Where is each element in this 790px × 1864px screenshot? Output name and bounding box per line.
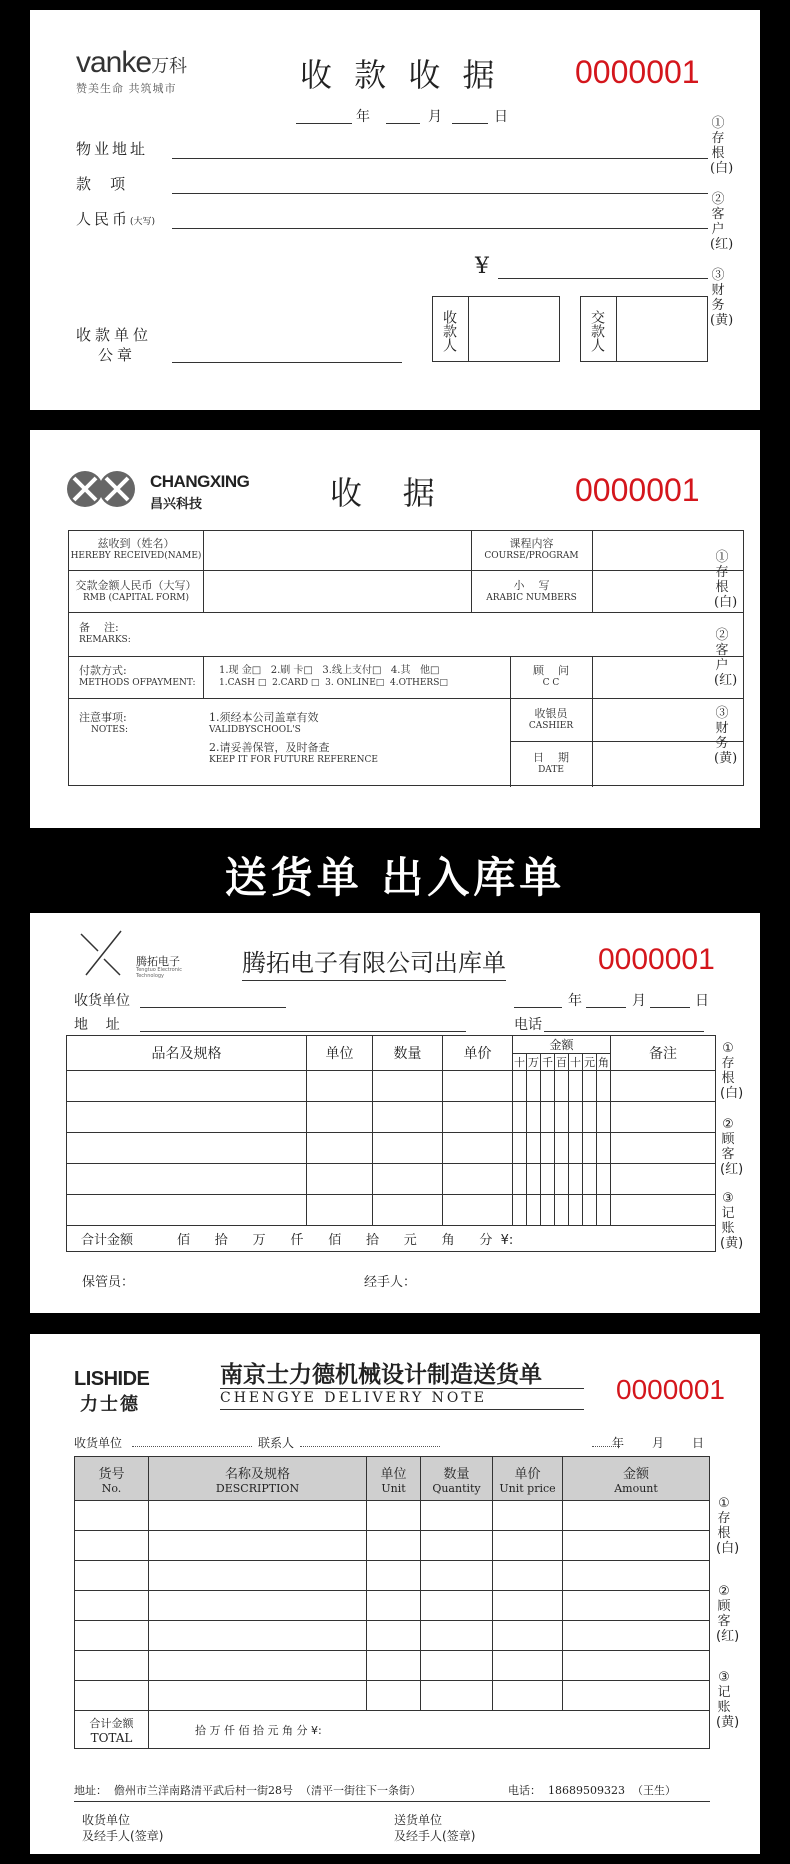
digit-header: 千 <box>541 1054 555 1071</box>
date-year: 年 <box>612 1436 625 1450</box>
total-label: 合计金额 <box>81 1233 134 1248</box>
table-row[interactable] <box>67 1071 716 1102</box>
table-header <box>75 1457 710 1501</box>
slip-number: 0000001 <box>598 943 715 976</box>
lishide-logo-en: LISHIDE <box>74 1368 150 1390</box>
section-banner: 送货单 出入库单 <box>224 853 566 902</box>
receiver-label-2-text: 及经手人 <box>82 1829 131 1843</box>
address-label: 地 址 <box>74 1017 120 1033</box>
phone-label: 电话 <box>514 1017 542 1033</box>
copy-label-1: ①存根(白) <box>710 116 734 176</box>
table-row[interactable] <box>67 1102 716 1133</box>
header-qty-en: Quantity <box>432 1481 481 1495</box>
header-amount: 金额 <box>513 1036 611 1054</box>
copy-label-3: ③财务(黄) <box>710 268 734 328</box>
total-en: TOTAL <box>90 1730 133 1745</box>
digit-header: 万 <box>527 1054 541 1071</box>
receipt-number: 0000001 <box>575 54 700 90</box>
payee-field[interactable] <box>172 362 402 363</box>
receipt-vanke <box>30 10 760 410</box>
amount-label <box>69 579 203 605</box>
vanke-slogan: 赞美生命 共筑城市 <box>76 82 177 95</box>
receipt-number: 0000001 <box>575 472 700 508</box>
date-year-line <box>296 123 352 124</box>
header-unit <box>367 1457 421 1501</box>
date-day: 日 <box>692 1436 705 1450</box>
digit-header: 元 <box>583 1054 597 1071</box>
tengtuo-logo-en: Tengtuo Electronic Technology <box>136 967 183 979</box>
cashier-en: CASHIER <box>528 721 574 731</box>
date-month-line <box>586 1007 626 1008</box>
digit-header: 十 <box>513 1054 527 1071</box>
sender-label <box>394 1812 475 1844</box>
contact-label: 联系人 <box>258 1436 295 1450</box>
page-title: 收 据 <box>330 474 435 512</box>
date-en: DATE <box>538 765 564 775</box>
page-title: 腾拓电子有限公司出库单 <box>242 943 506 981</box>
tengtuo-logo-cn: 腾拓电子 <box>136 955 180 968</box>
vanke-logo-brand: vanke <box>76 46 152 79</box>
items-table <box>74 1456 710 1749</box>
consignee-label: 收货单位 <box>74 993 130 1009</box>
header-desc <box>149 1457 367 1501</box>
notes-label <box>79 711 128 737</box>
handler-label: 经手人： <box>364 1275 417 1290</box>
cashier-cn: 收银员 <box>534 707 568 720</box>
yen-amount-field[interactable] <box>498 278 708 279</box>
notes-en: NOTES: <box>91 725 129 735</box>
row-divider <box>69 570 743 571</box>
row-divider <box>69 612 743 613</box>
copy-label-1: ①存根(白) <box>716 1496 740 1556</box>
page-title: 南京士力德机械设计制造送货单 <box>220 1361 542 1388</box>
row-divider <box>69 656 743 657</box>
header-amount-en: Amount <box>614 1481 658 1495</box>
notes-cn: 注意事项: <box>79 711 127 724</box>
date-month: 月 <box>652 1436 665 1450</box>
table-row[interactable] <box>75 1561 710 1591</box>
total-cell <box>67 1226 716 1252</box>
address-text: 地址： 儋州市兰洋南路清平武后村一街28号 （清平一街往下一条街） <box>74 1784 421 1797</box>
method-label <box>79 664 196 690</box>
rmb-note: (大写) <box>130 217 156 227</box>
vanke-logo <box>76 46 226 96</box>
sender-label-2 <box>394 1828 475 1844</box>
table-header <box>67 1036 716 1054</box>
table-row[interactable] <box>75 1621 710 1651</box>
property-address-label: 物业地址 <box>76 140 149 158</box>
table-row[interactable] <box>67 1133 716 1164</box>
col-divider <box>203 656 204 698</box>
copy-label-2: ②客户(红) <box>714 628 738 688</box>
copy-label-2: ②顾客(红) <box>716 1584 740 1644</box>
arabic-cn: 小 写 <box>513 579 550 592</box>
table-row[interactable] <box>67 1164 716 1195</box>
date-year-line <box>514 1007 562 1008</box>
address-line <box>74 1782 710 1802</box>
phone-field[interactable] <box>544 1031 704 1032</box>
remarks-en: REMARKS: <box>79 635 131 645</box>
contact-field[interactable] <box>300 1446 440 1447</box>
arabic-en: ARABIC NUMBERS <box>486 593 577 603</box>
header-name: 品名及规格 <box>67 1036 307 1071</box>
header-remarks: 备注 <box>611 1036 716 1071</box>
header-desc-en: DESCRIPTION <box>215 1481 300 1495</box>
copy-label-2: ②顾客(红) <box>720 1117 744 1177</box>
sender-label-1: 送货单位 <box>394 1813 443 1827</box>
header-price-en: Unit price <box>499 1481 556 1495</box>
date-label <box>510 751 592 777</box>
advisor-en: C C <box>542 678 560 688</box>
arabic-label <box>471 579 592 605</box>
changxing-logo-icon <box>66 470 136 508</box>
methods-cn: 1.现 金□ 2.刷 卡□ 3.线上支付□ 4.其 他□ <box>219 665 440 676</box>
payee-label: 收款单位 <box>76 326 153 344</box>
total-label <box>75 1711 149 1749</box>
row-divider <box>510 741 743 742</box>
row-divider <box>69 698 743 699</box>
payer-label: 交款人 <box>581 297 617 361</box>
header-qty: 数量 <box>373 1036 443 1071</box>
lishide-logo-cn: 力士德 <box>80 1394 140 1415</box>
date-month: 月 <box>428 109 442 125</box>
methods-en: 1.CASH □ 2.CARD □ 3. ONLINE□ 4.OTHERS□ <box>219 678 448 688</box>
header-no-en: No. <box>101 1481 122 1495</box>
slip-lishide <box>30 1334 760 1854</box>
date-day: 日 <box>695 993 709 1009</box>
vanke-logo-cn: 万科 <box>151 56 188 77</box>
header-desc-cn: 名称及规格 <box>224 1466 290 1482</box>
notes-content <box>209 711 378 767</box>
date-year: 年 <box>568 993 582 1009</box>
seal-label: 公章 <box>98 346 137 364</box>
yen-symbol: ¥ <box>475 254 489 279</box>
date-year: 年 <box>356 109 370 125</box>
receipt-changxing <box>30 430 760 828</box>
copy-label-3: ③财务(黄) <box>714 706 738 766</box>
item-field[interactable] <box>172 193 708 194</box>
rmb-label <box>76 208 155 229</box>
payer-box[interactable] <box>580 296 708 362</box>
receiver-sign: (签章) <box>130 1829 164 1843</box>
amount-cn: 交款金额人民币（大写） <box>75 579 197 592</box>
table-row[interactable] <box>67 1195 716 1226</box>
note1-en: VALIDBYSCHOOL'S <box>209 725 301 735</box>
course-label <box>471 537 592 563</box>
digit-header: 百 <box>555 1054 569 1071</box>
page-title: 收 款 收 据 <box>300 56 501 94</box>
receiver-label-2 <box>82 1828 163 1844</box>
advisor-cn: 顾 问 <box>533 664 569 677</box>
col-divider <box>592 656 593 787</box>
collector-box[interactable] <box>432 296 560 362</box>
receiver-label-1: 收货单位 <box>82 1813 131 1827</box>
payment-options[interactable] <box>219 664 448 690</box>
total-row <box>75 1711 710 1749</box>
note1-cn: 1.须经本公司盖章有效 <box>209 711 319 724</box>
keeper-label: 保管员： <box>82 1275 135 1290</box>
receiver-label <box>82 1812 163 1844</box>
items-table <box>66 1035 716 1252</box>
sender-sign: (签章) <box>442 1829 476 1843</box>
header-unit: 单位 <box>307 1036 373 1071</box>
tengtuo-logo-icon <box>76 929 126 979</box>
header-qty-cn: 数量 <box>443 1466 470 1482</box>
consignee-field[interactable] <box>132 1446 252 1447</box>
course-cn: 课程内容 <box>509 537 554 550</box>
method-en: METHODS OFPAYMENT: <box>79 678 196 688</box>
copy-label-3: ③记账(黄) <box>716 1670 740 1730</box>
cashier-label <box>510 707 592 733</box>
consignee-label: 收货单位 <box>74 1436 123 1450</box>
date-month: 月 <box>632 993 646 1009</box>
remarks-cn: 备 注: <box>79 621 119 634</box>
digit-header: 十 <box>569 1054 583 1071</box>
copy-label-3: ③记账(黄) <box>720 1191 744 1251</box>
amount-en: RMB (CAPITAL FORM) <box>83 593 189 603</box>
total-units: 拾 万 仟 佰 拾 元 角 分 ¥: <box>149 1711 710 1749</box>
table-row[interactable] <box>75 1501 710 1531</box>
header-amount-cn: 金额 <box>622 1466 649 1482</box>
page-subtitle: CHENGYE DELIVERY NOTE <box>220 1388 584 1410</box>
rmb-label-text: 人民币 <box>76 210 131 228</box>
date-day-line <box>650 1007 690 1008</box>
header-no-cn: 货号 <box>98 1466 125 1482</box>
header-no <box>75 1457 149 1501</box>
received-label <box>69 537 203 563</box>
header-price-cn: 单价 <box>514 1466 541 1482</box>
item-label: 款 项 <box>76 175 126 193</box>
date-day-line <box>452 123 488 124</box>
total-row <box>67 1226 716 1252</box>
consignee-field[interactable] <box>140 1007 286 1008</box>
slip-number: 0000001 <box>616 1374 726 1405</box>
property-address-field[interactable] <box>172 158 708 159</box>
table-row[interactable] <box>75 1591 710 1621</box>
col-divider <box>203 531 204 612</box>
copy-label-2: ②客户(红) <box>710 192 734 252</box>
header-price <box>493 1457 563 1501</box>
table-row[interactable] <box>75 1681 710 1711</box>
header-unit-cn: 单位 <box>380 1466 407 1482</box>
course-en: COURSE/PROGRAM <box>484 551 579 561</box>
header-amount <box>563 1457 710 1501</box>
receipt-table <box>68 530 744 786</box>
changxing-logo-cn: 昌兴科技 <box>150 497 203 512</box>
note2-cn: 2.请妥善保管，及时备查 <box>209 741 330 754</box>
header-price: 单价 <box>443 1036 513 1071</box>
changxing-logo-en: CHANGXING <box>150 472 250 491</box>
rmb-field[interactable] <box>172 228 708 229</box>
copy-label-1: ①存根(白) <box>720 1041 744 1101</box>
address-field[interactable] <box>140 1031 466 1032</box>
received-cn: 兹收到（姓名） <box>97 537 175 550</box>
col-divider <box>592 531 593 612</box>
slip-tengtuo <box>30 913 760 1313</box>
digit-header: 角 <box>597 1054 611 1071</box>
total-units: 佰 拾 万 仟 佰 拾 元 角 分 ¥: <box>177 1233 514 1248</box>
header-qty <box>421 1457 493 1501</box>
date-month-line <box>386 123 420 124</box>
date-day: 日 <box>494 109 508 125</box>
received-en: HEREBY RECEIVED(NAME) <box>70 551 202 561</box>
sender-label-2-text: 及经手人 <box>394 1829 443 1843</box>
method-cn: 付款方式: <box>79 664 127 677</box>
table-row[interactable] <box>75 1651 710 1681</box>
table-row[interactable] <box>75 1531 710 1561</box>
advisor-label <box>510 664 592 690</box>
copy-label-1: ①存根(白) <box>714 550 738 610</box>
remarks-label <box>79 621 131 647</box>
date-cn: 日 期 <box>533 751 569 764</box>
phone-text: 电话： 18689509323 （王生） <box>508 1784 676 1797</box>
header-unit-en: Unit <box>381 1481 406 1495</box>
note2-en: KEEP IT FOR FUTURE REFERENCE <box>209 755 378 765</box>
collector-label: 收款人 <box>433 297 469 361</box>
total-cn: 合计金额 <box>89 1716 134 1730</box>
